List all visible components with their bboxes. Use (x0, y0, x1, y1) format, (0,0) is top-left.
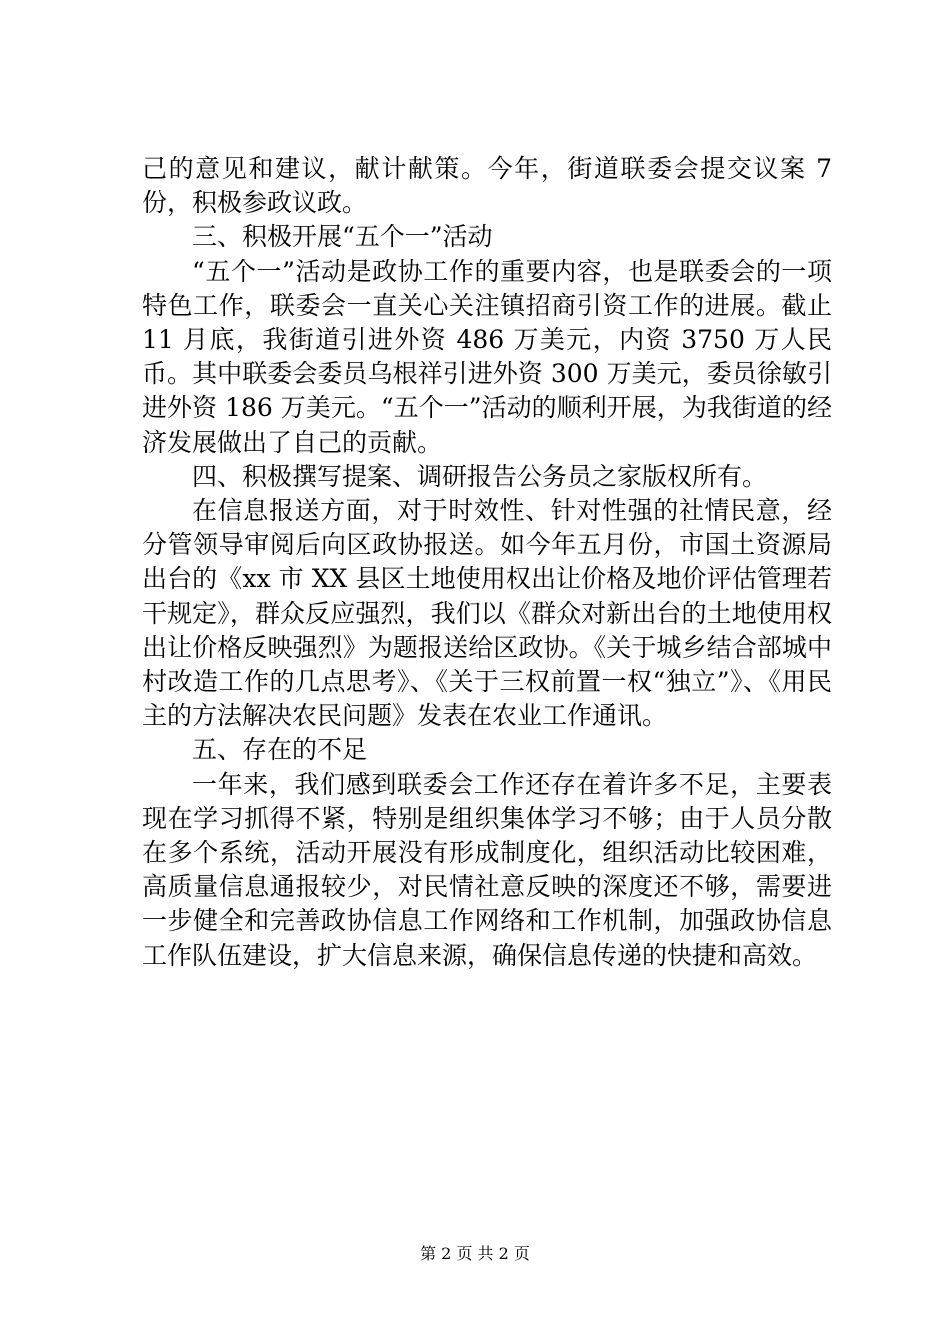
section-heading-4: 四、积极撰写提案、调研报告公务员之家版权所有。 (192, 461, 768, 491)
page-number-label: 第 2 页 共 2 页 (420, 1244, 530, 1263)
section-heading-5: 五、存在的不足 (192, 735, 368, 765)
paragraph-7: 一年来，我们感到联委会工作还存在着许多不足，主要表现在学习抓得不紧，特别是组织集体学习不够；由于人员分散在多个系统，活动开展没有形成制度化，组织活动比较困难，高质量信息通报较少，对民情社意反映的深度还不够，需要进一步健全和完善政协信息工作网络和工作机制，加强政协信息工作队伍建设，扩大信息来源，确保信息传递的快捷和高效。 (142, 769, 832, 970)
paragraph-5: 在信息报送方面，对于时效性、针对性强的社情民意，经分管领导审阅后向区政协报送。如今年五月份，市国土资源局出台的《xx 市 XX 县区土地使用权出让价格及地价评估管理若干规定》，群众反应强烈，我们以《群众对新出台的土地使用权出让价格反映强烈》为题报送给区政协。《关于城乡结合部城中村改造工作的几点思考》、《关于三权前置一权“独立”》、《用民主的方法解决农民问题》发表在农业工作通讯。 (142, 496, 832, 731)
page-footer (0, 1244, 950, 1264)
paragraph-1: 己的意见和建议，献计献策。今年，街道联委会提交议案 7 份，积极参政议政。 (142, 154, 832, 218)
section-heading-3: 三、积极开展“五个一”活动 (192, 222, 493, 252)
paragraph-3: “五个一”活动是政协工作的重要内容，也是联委会的一项特色工作，联委会一直关心关注镇招商引资工作的进展。截止 11 月底，我街道引进外资 486 万美元，内资 3750 万人民币。其中联委会委员乌根祥引进外资 300 万美元，委员徐敏引进外资 186 万美元。“五个一”活动的顺利开展，为我街道的经济发展做出了自己的贡献。 (142, 256, 832, 457)
document-body (142, 152, 832, 973)
